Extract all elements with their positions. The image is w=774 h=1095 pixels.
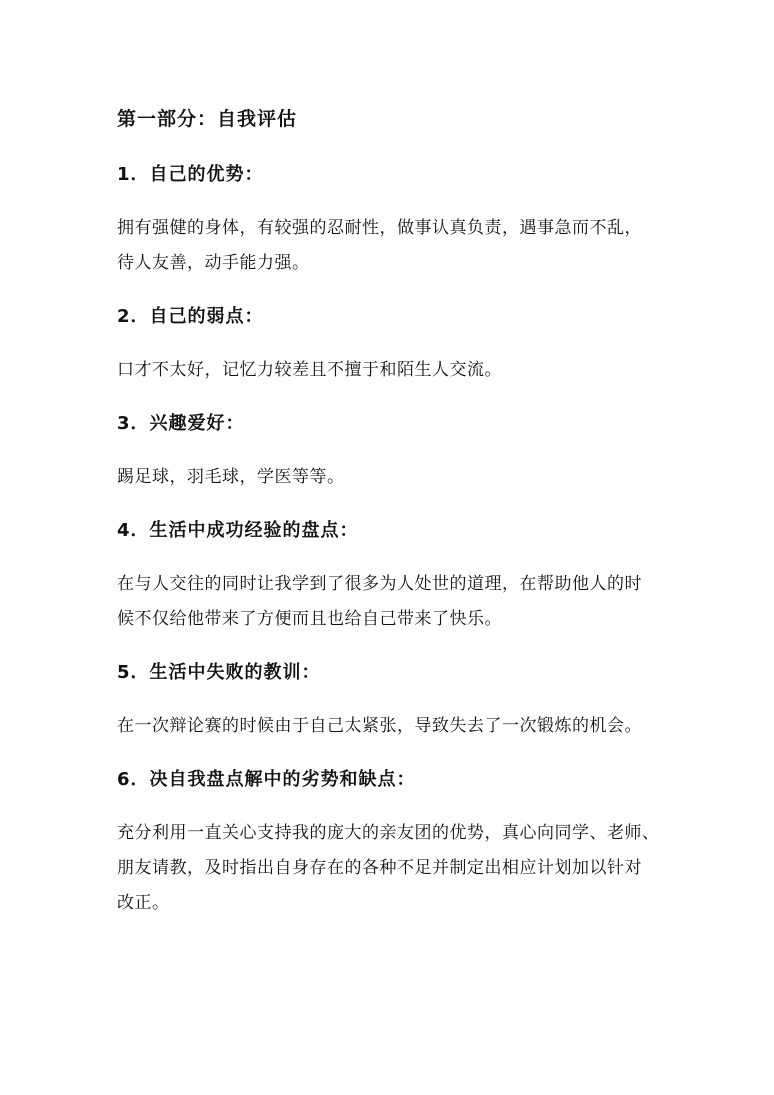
body-line: 口才不太好，记忆力较差且不擅于和陌生人交流。 [117, 360, 502, 380]
page-title: 第一部分：自我评估 [117, 108, 298, 130]
body-line: 充分利用一直关心支持我的庞大的亲友团的优势，真心向同学、老师、 [117, 823, 660, 843]
body-line: 候不仅给他带来了方便而且也给自己带来了快乐。 [117, 609, 502, 629]
section-heading: 6．决自我盘点解中的劣势和缺点： [117, 769, 416, 790]
section-heading: 2．自己的弱点： [117, 306, 264, 327]
section-body [117, 460, 677, 495]
body-line: 待人友善，动手能力强。 [117, 253, 310, 273]
section-heading: 4．生活中成功经验的盘点： [117, 520, 359, 541]
section-body [117, 211, 677, 281]
section-body [117, 816, 677, 921]
section-weaknesses [117, 301, 677, 388]
section-body [117, 709, 677, 744]
section-strengths [117, 159, 677, 281]
section-heading: 1．自己的优势： [117, 164, 264, 185]
section-body [117, 567, 677, 637]
section-body [117, 353, 677, 388]
body-line: 在一次辩论赛的时候由于自己太紧张，导致失去了一次锻炼的机会。 [117, 716, 642, 736]
body-line: 朋友请教，及时指出自身存在的各种不足并制定出相应计划加以针对 [117, 858, 642, 878]
body-line: 在与人交往的同时让我学到了很多为人处世的道理，在帮助他人的时 [117, 574, 642, 594]
section-heading: 3．兴趣爱好： [117, 413, 245, 434]
document-content [117, 103, 677, 941]
section-failures [117, 657, 677, 744]
body-line: 改正。 [117, 893, 170, 913]
section-successes [117, 515, 677, 637]
body-line: 拥有强健的身体，有较强的忍耐性，做事认真负责，遇事急而不乱， [117, 218, 642, 238]
body-line: 踢足球，羽毛球，学医等等。 [117, 467, 345, 487]
section-hobbies [117, 408, 677, 495]
section-heading: 5．生活中失败的教训： [117, 662, 321, 683]
section-improvements [117, 764, 677, 921]
